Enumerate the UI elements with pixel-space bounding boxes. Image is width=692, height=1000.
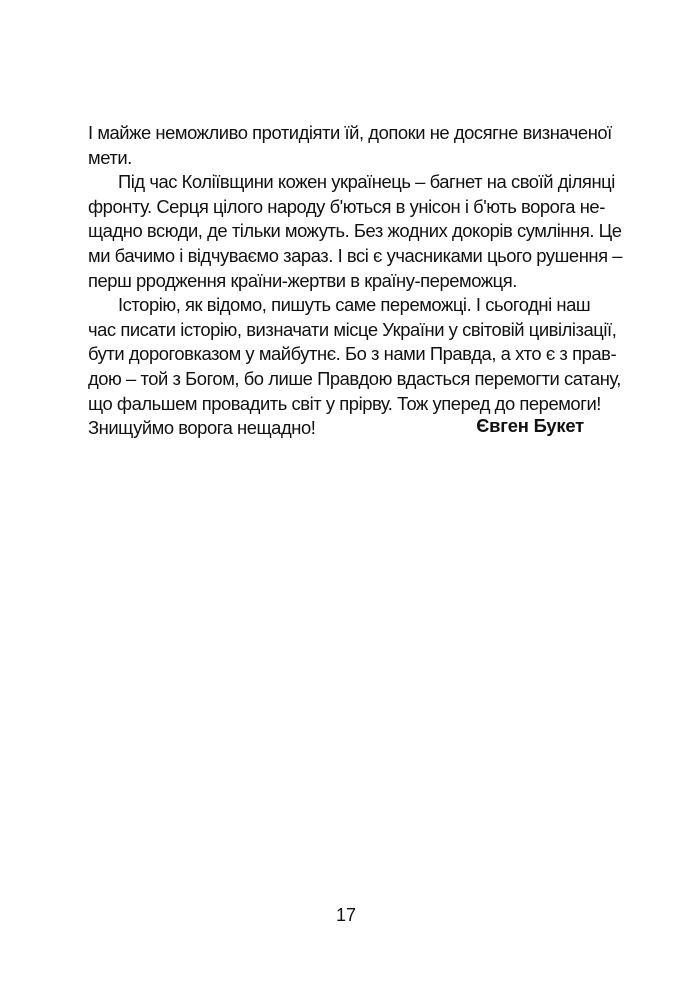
text-line: час писати історію, визначати місце України у світовій цивілізації, <box>88 318 617 340</box>
text-line: І майже неможливо протидіяти їй, допоки не досягне визначеної <box>88 122 612 143</box>
text-line: фронту. Серця цілого народу б'ються в унісон і б'ють ворога не- <box>88 195 605 217</box>
body-text <box>88 121 623 441</box>
text-line: бути дороговказом у майбутнє. Бо з нами Правда, а хто є з прав- <box>88 343 617 365</box>
page-number: 17 <box>335 905 357 925</box>
text-line: Історію, як відомо, пишуть саме переможці. І сьогодні наш <box>118 294 591 316</box>
text-line: Під час Коліївщини кожен українець – багнет на своїй ділянці <box>118 171 615 193</box>
text-line: щадно всюди, де тільки можуть. Без жодних докорів сумління. Це <box>88 220 622 242</box>
text-line: ми бачимо і відчуваємо зараз. І всі є учасниками цього рушення – <box>88 244 623 266</box>
text-line: дою – той з Богом, бо лише Правдою вдасться перемогти сатану, <box>88 367 621 389</box>
text-line: мети. <box>88 146 132 168</box>
text-line: перш рродження країни-жертви в країну-переможця. <box>88 269 517 291</box>
text-line: що фальшем провадить світ у прірву. Тож уперед до перемоги! <box>88 392 601 414</box>
author-signature: Євген Букет <box>476 415 584 436</box>
text-line: Знищуймо ворога нещадно! <box>88 417 316 439</box>
